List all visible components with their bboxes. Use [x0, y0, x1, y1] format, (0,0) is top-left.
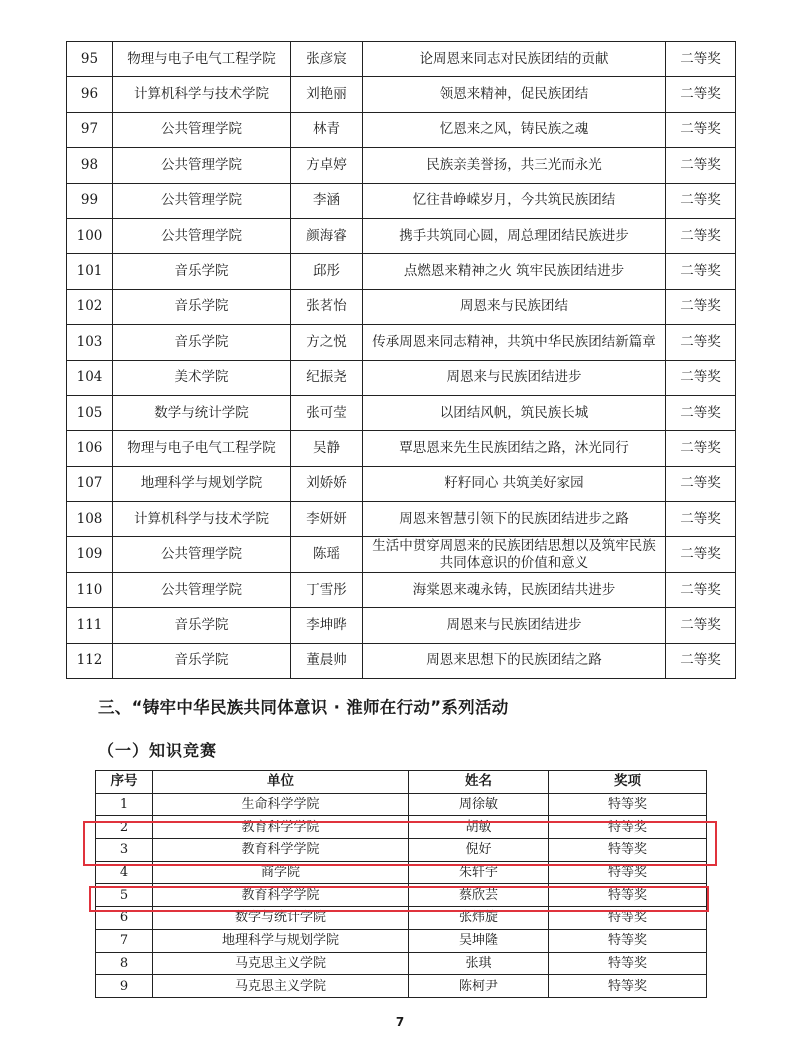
cell-no: 106 — [67, 431, 113, 466]
cell-unit: 公共管理学院 — [113, 112, 291, 147]
cell-no: 101 — [67, 254, 113, 289]
cell-no: 107 — [67, 466, 113, 501]
cell-name: 林青 — [291, 112, 363, 147]
cell-award: 二等奖 — [666, 218, 736, 253]
cell-unit: 马克思主义学院 — [153, 952, 409, 975]
cell-award: 二等奖 — [666, 537, 736, 572]
cell-award: 特等奖 — [549, 884, 707, 907]
table-row — [96, 929, 707, 952]
cell-unit: 商学院 — [153, 861, 409, 884]
cell-no: 103 — [67, 325, 113, 360]
table-row — [67, 466, 736, 501]
cell-no: 105 — [67, 395, 113, 430]
cell-name: 李妍妍 — [291, 502, 363, 537]
cell-award: 二等奖 — [666, 254, 736, 289]
cell-no: 6 — [96, 907, 153, 930]
table-row — [67, 112, 736, 147]
table-row — [96, 793, 707, 816]
cell-name: 倪好 — [409, 839, 549, 862]
cell-no: 112 — [67, 643, 113, 678]
cell-name: 丁雪彤 — [291, 572, 363, 607]
cell-unit: 计算机科学与技术学院 — [113, 77, 291, 112]
cell-no: 9 — [96, 975, 153, 998]
sub-heading: （一）知识竞赛 — [98, 741, 218, 760]
table-row — [67, 183, 736, 218]
table-row — [67, 431, 736, 466]
awards-table — [66, 41, 736, 679]
header-award: 奖项 — [549, 771, 707, 794]
cell-title: 以团结风帆，筑民族长城 — [363, 395, 666, 430]
cell-title: 携手共筑同心圆，周总理团结民族进步 — [363, 218, 666, 253]
cell-title: 忆恩来之风，铸民族之魂 — [363, 112, 666, 147]
cell-title: 忆往昔峥嵘岁月，今共筑民族团结 — [363, 183, 666, 218]
cell-title: 周恩来与民族团结 — [363, 289, 666, 324]
cell-award: 二等奖 — [666, 183, 736, 218]
cell-unit: 计算机科学与技术学院 — [113, 502, 291, 537]
cell-title: 民族亲美誉扬，共三光而永光 — [363, 148, 666, 183]
cell-name: 方卓婷 — [291, 148, 363, 183]
cell-name: 吴坤隆 — [409, 929, 549, 952]
cell-award: 特等奖 — [549, 816, 707, 839]
header-unit: 单位 — [153, 771, 409, 794]
cell-name: 张可莹 — [291, 395, 363, 430]
cell-title: 覃思恩来先生民族团结之路，沐光同行 — [363, 431, 666, 466]
cell-title: 周恩来与民族团结进步 — [363, 360, 666, 395]
cell-unit: 音乐学院 — [113, 325, 291, 360]
cell-name: 张彦宸 — [291, 42, 363, 77]
cell-no: 3 — [96, 839, 153, 862]
cell-unit: 公共管理学院 — [113, 572, 291, 607]
cell-award: 二等奖 — [666, 112, 736, 147]
cell-no: 99 — [67, 183, 113, 218]
cell-title: 周恩来与民族团结进步 — [363, 608, 666, 643]
cell-name: 李坤晔 — [291, 608, 363, 643]
cell-name: 张琪 — [409, 952, 549, 975]
table-row — [67, 502, 736, 537]
cell-award: 二等奖 — [666, 360, 736, 395]
cell-unit: 地理科学与规划学院 — [113, 466, 291, 501]
cell-no: 108 — [67, 502, 113, 537]
cell-no: 5 — [96, 884, 153, 907]
table-row — [67, 360, 736, 395]
cell-name: 朱轩宇 — [409, 861, 549, 884]
cell-name: 颜海睿 — [291, 218, 363, 253]
cell-name: 张茗怡 — [291, 289, 363, 324]
cell-award: 二等奖 — [666, 395, 736, 430]
cell-name: 董晨帅 — [291, 643, 363, 678]
cell-no: 111 — [67, 608, 113, 643]
cell-name: 刘娇娇 — [291, 466, 363, 501]
cell-unit: 音乐学院 — [113, 643, 291, 678]
cell-unit: 物理与电子电气工程学院 — [113, 42, 291, 77]
table-row — [96, 975, 707, 998]
cell-award: 二等奖 — [666, 643, 736, 678]
table-row — [67, 148, 736, 183]
cell-unit: 公共管理学院 — [113, 148, 291, 183]
cell-title: 周恩来智慧引领下的民族团结进步之路 — [363, 502, 666, 537]
table-row — [67, 395, 736, 430]
cell-name: 李涵 — [291, 183, 363, 218]
table-row — [67, 572, 736, 607]
cell-title: 生活中贯穿周恩来的民族团结思想以及筑牢民族共同体意识的价值和意义 — [363, 537, 666, 572]
cell-unit: 数学与统计学院 — [153, 907, 409, 930]
cell-no: 4 — [96, 861, 153, 884]
cell-award: 特等奖 — [549, 839, 707, 862]
cell-name: 邱彤 — [291, 254, 363, 289]
cell-name: 蔡欣芸 — [409, 884, 549, 907]
table-row — [67, 537, 736, 572]
cell-unit: 教育科学学院 — [153, 816, 409, 839]
contest-table — [95, 770, 707, 998]
table-row — [67, 325, 736, 360]
cell-title: 领恩来精神，促民族团结 — [363, 77, 666, 112]
cell-no: 110 — [67, 572, 113, 607]
cell-no: 7 — [96, 929, 153, 952]
cell-unit: 马克思主义学院 — [153, 975, 409, 998]
cell-unit: 音乐学院 — [113, 608, 291, 643]
cell-no: 1 — [96, 793, 153, 816]
header-name: 姓名 — [409, 771, 549, 794]
cell-title: 点燃恩来精神之火 筑牢民族团结进步 — [363, 254, 666, 289]
cell-award: 二等奖 — [666, 572, 736, 607]
cell-unit: 公共管理学院 — [113, 183, 291, 218]
table-row — [67, 42, 736, 77]
cell-title: 籽籽同心 共筑美好家园 — [363, 466, 666, 501]
cell-no: 2 — [96, 816, 153, 839]
cell-award: 二等奖 — [666, 289, 736, 324]
cell-unit: 生命科学学院 — [153, 793, 409, 816]
cell-title: 传承周恩来同志精神，共筑中华民族团结新篇章 — [363, 325, 666, 360]
cell-award: 二等奖 — [666, 502, 736, 537]
cell-no: 102 — [67, 289, 113, 324]
cell-unit: 教育科学学院 — [153, 884, 409, 907]
cell-no: 109 — [67, 537, 113, 572]
cell-title: 周恩来思想下的民族团结之路 — [363, 643, 666, 678]
cell-award: 二等奖 — [666, 431, 736, 466]
cell-name: 方之悦 — [291, 325, 363, 360]
table-row — [67, 77, 736, 112]
cell-award: 二等奖 — [666, 77, 736, 112]
table-row — [67, 608, 736, 643]
section-heading: 三、“铸牢中华民族共同体意识 · 淮师在行动”系列活动 — [98, 698, 509, 717]
cell-name: 胡敏 — [409, 816, 549, 839]
cell-name: 刘艳丽 — [291, 77, 363, 112]
header-no: 序号 — [96, 771, 153, 794]
highlight-box-rows-2-3 — [83, 821, 717, 866]
cell-no: 104 — [67, 360, 113, 395]
cell-award: 二等奖 — [666, 608, 736, 643]
cell-no: 100 — [67, 218, 113, 253]
cell-unit: 地理科学与规划学院 — [153, 929, 409, 952]
table-row — [67, 254, 736, 289]
cell-no: 96 — [67, 77, 113, 112]
cell-award: 二等奖 — [666, 466, 736, 501]
cell-unit: 音乐学院 — [113, 289, 291, 324]
cell-title: 论周恩来同志对民族团结的贡献 — [363, 42, 666, 77]
cell-award: 特等奖 — [549, 907, 707, 930]
cell-award: 特等奖 — [549, 929, 707, 952]
table-row — [96, 952, 707, 975]
page-number: 7 — [395, 1015, 405, 1029]
cell-unit: 教育科学学院 — [153, 839, 409, 862]
cell-no: 8 — [96, 952, 153, 975]
cell-no: 95 — [67, 42, 113, 77]
table-row — [67, 289, 736, 324]
cell-name: 周徐敏 — [409, 793, 549, 816]
cell-award: 特等奖 — [549, 861, 707, 884]
cell-name: 陈瑶 — [291, 537, 363, 572]
table-row — [67, 218, 736, 253]
cell-unit: 公共管理学院 — [113, 218, 291, 253]
awards-table-body — [67, 42, 736, 679]
cell-unit: 物理与电子电气工程学院 — [113, 431, 291, 466]
contest-header-row — [96, 771, 707, 794]
cell-name: 纪振尧 — [291, 360, 363, 395]
cell-award: 特等奖 — [549, 975, 707, 998]
cell-award: 二等奖 — [666, 325, 736, 360]
cell-unit: 公共管理学院 — [113, 537, 291, 572]
cell-name: 张炜旋 — [409, 907, 549, 930]
cell-award: 特等奖 — [549, 793, 707, 816]
cell-unit: 音乐学院 — [113, 254, 291, 289]
highlight-box-row-5 — [89, 886, 709, 912]
cell-unit: 美术学院 — [113, 360, 291, 395]
cell-award: 特等奖 — [549, 952, 707, 975]
cell-title: 海棠恩来魂永铸，民族团结共进步 — [363, 572, 666, 607]
table-row — [67, 643, 736, 678]
cell-unit: 数学与统计学院 — [113, 395, 291, 430]
cell-award: 二等奖 — [666, 42, 736, 77]
cell-no: 98 — [67, 148, 113, 183]
cell-no: 97 — [67, 112, 113, 147]
cell-name: 陈柯尹 — [409, 975, 549, 998]
cell-name: 吴静 — [291, 431, 363, 466]
cell-award: 二等奖 — [666, 148, 736, 183]
